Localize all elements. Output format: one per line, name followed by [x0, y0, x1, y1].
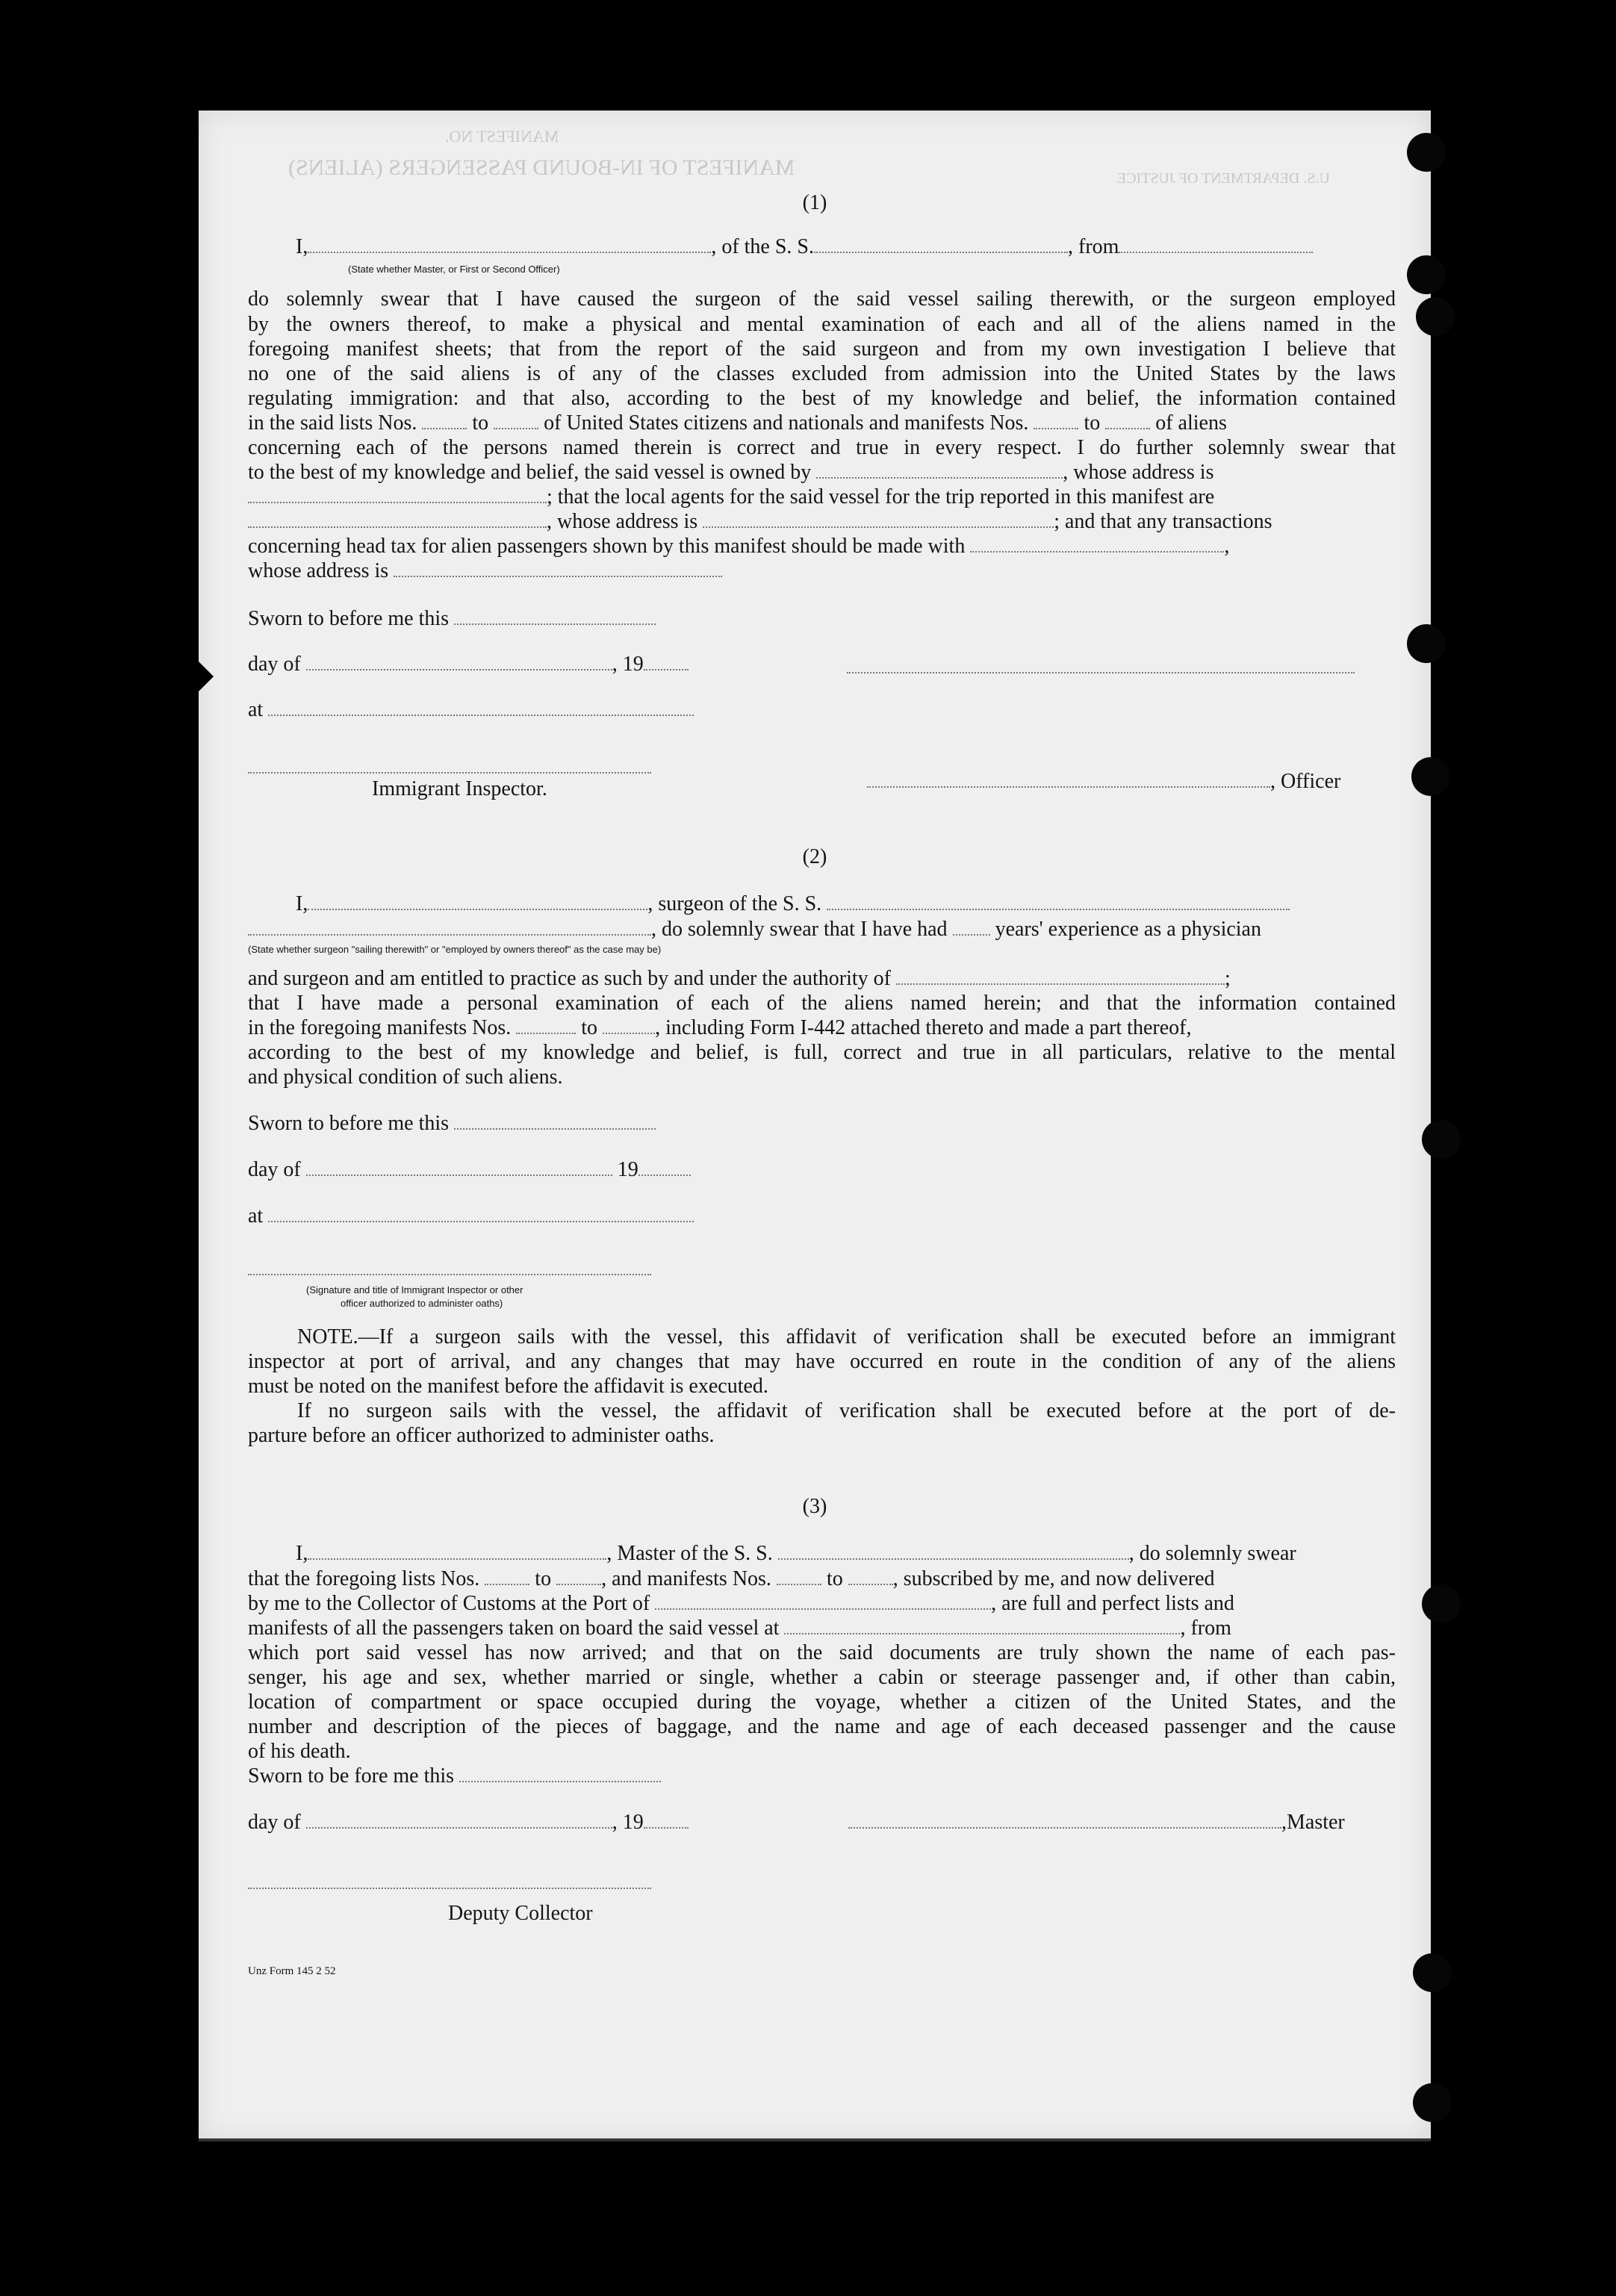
- punch-hole-5: [1411, 757, 1450, 796]
- blank-s2-vessel: [827, 892, 1290, 910]
- blank-list-from: [422, 411, 467, 429]
- s3-line-7: location of compartment or space occupied during the voyage, whether a citizen of the United States, and the: [248, 1690, 1396, 1714]
- s1-day: [248, 652, 689, 677]
- s3-l2c: , and manifests Nos.: [601, 1567, 771, 1590]
- section-2-number: (2): [802, 845, 827, 868]
- s3-l4a: manifests of all the passengers taken on board the said vessel at: [248, 1617, 780, 1640]
- s1-sig-line-right: [847, 672, 1355, 673]
- s1-p9: ; that the local agents for the said vessel for the trip reported in this manifest are: [547, 485, 1215, 508]
- s2-l1b: , surgeon of the S. S.: [647, 892, 822, 915]
- s2-p1a: and surgeon and am entitled to practice as such by and under the authority of: [248, 967, 891, 990]
- s1-para-2: by the owners thereof, to make a physical and mental examination of each and all of the aliens named in the: [248, 313, 1396, 336]
- blank-owner-address: [248, 485, 547, 503]
- punch-hole-1: [1407, 133, 1446, 172]
- s1-p8b: , whose address is: [1063, 461, 1214, 484]
- s3-deputy: Deputy Collector: [448, 1902, 593, 1925]
- s3-l2d: to: [826, 1567, 843, 1590]
- blank-s1-year: [644, 653, 689, 671]
- blank-agents-address: [703, 510, 1054, 528]
- blank-s1-at: [268, 698, 694, 716]
- s1-p6e: of aliens: [1155, 411, 1227, 435]
- s1-at-label: at: [248, 698, 264, 721]
- s1-officer-label: , Officer: [1270, 770, 1341, 793]
- note-line-4: If no surgeon sails with the vessel, the affidavit of verification shall be executed before at the port of de-: [297, 1399, 1396, 1422]
- section-1-number: (1): [802, 191, 827, 214]
- blank-vessel: [814, 235, 1068, 253]
- blank-head-tax: [970, 535, 1224, 553]
- punch-hole-4: [1407, 624, 1446, 663]
- blank-s2-sworn: [454, 1112, 656, 1130]
- note-line-1: NOTE.—If a surgeon sails with the vessel, this affidavit of verification shall be executed before an immigrant: [297, 1325, 1396, 1348]
- s3-sworn-label: Sworn to be fore me this: [248, 1764, 455, 1788]
- note-line-2: inspector at port of arrival, and any changes that may have occurred en route in the condition of any of the aliens: [248, 1350, 1396, 1373]
- s3-line-3: [248, 1591, 1396, 1617]
- s1-l1a: I,: [296, 235, 308, 258]
- blank-s2-manifest-to: [603, 1016, 655, 1034]
- blank-from: [1119, 235, 1313, 253]
- s1-l1b: , of the S. S.: [711, 235, 815, 258]
- s1-para-9: [248, 485, 1396, 510]
- s2-p3b: to: [581, 1016, 598, 1039]
- blank-manifest-from: [1034, 411, 1078, 429]
- s1-sworn: [248, 606, 656, 632]
- s3-l2a: that the foregoing lists Nos.: [248, 1567, 480, 1590]
- blank-authority: [896, 967, 1225, 985]
- blank-surgeon-status: [248, 918, 651, 936]
- s1-l1c: , from: [1068, 235, 1119, 258]
- s3-master-label: ,Master: [1281, 1811, 1345, 1834]
- blank-officer: [308, 235, 711, 253]
- s1-p11a: concerning head tax for alien passengers shown by this manifest should be made with: [248, 535, 966, 558]
- s1-p11b: ,: [1224, 535, 1230, 558]
- blank-owner: [816, 461, 1063, 479]
- s2-p3c: , including Form I-442 attached thereto and made a part thereof,: [655, 1016, 1192, 1039]
- note-line-5: parture before an officer authorized to administer oaths.: [248, 1424, 715, 1447]
- blank-s3-list-to: [556, 1567, 601, 1585]
- punch-hole-3: [1416, 297, 1455, 336]
- punch-hole-8: [1413, 1953, 1452, 1992]
- s3-line-1: [296, 1541, 1296, 1567]
- footer-form-number: Unz Form 145 2 52: [248, 1965, 336, 1977]
- s2-para-2: that I have made a personal examination of each of the aliens named herein; and that the information contained: [248, 992, 1396, 1015]
- s1-para-5: regulating immigration: and that also, according to the best of my knowledge and belief, the information contained: [248, 387, 1396, 410]
- s2-para-4: according to the best of my knowledge and belief, is full, correct and true in all particulars, relative to the mental: [248, 1041, 1396, 1064]
- s3-line-8: number and description of the pieces of baggage, and the name and age of each deceased passenger and the cause: [248, 1715, 1396, 1738]
- s3-year-label: , 19: [612, 1811, 644, 1834]
- s2-p3a: in the foregoing manifests Nos.: [248, 1016, 512, 1039]
- blank-surgeon: [308, 892, 647, 910]
- s2-sig-line: [248, 1274, 651, 1275]
- bleed-title: MANIFEST OF IN-BOUND PASSENGERS (ALIENS): [288, 155, 795, 180]
- s1-p6b: to: [472, 411, 489, 435]
- s1-para-8: [248, 460, 1396, 485]
- s3-l1a: I,: [296, 1542, 308, 1565]
- s3-line-4: [248, 1616, 1396, 1641]
- s3-l2e: , subscribed by me, and now delivered: [892, 1567, 1215, 1590]
- s1-para-1: do solemnly swear that I have caused the surgeon of the said vessel sailing therewith, or the surgeon employed: [248, 287, 1396, 311]
- s2-sig-caption-1: (Signature and title of Immigrant Inspector or other: [306, 1284, 523, 1295]
- s3-l1b: , Master of the S. S.: [606, 1542, 773, 1565]
- s1-p12: whose address is: [248, 559, 389, 582]
- s2-l1a: I,: [296, 892, 308, 915]
- s3-day-label: day of: [248, 1811, 301, 1834]
- page-bottom-edge: [199, 2138, 1431, 2141]
- s1-para-6: [248, 411, 1396, 436]
- s1-inspector: Immigrant Inspector.: [372, 777, 547, 800]
- s1-para-12: [248, 559, 995, 584]
- document-page: [199, 111, 1431, 2141]
- s1-para-7: concerning each of the persons named therein is correct and true in every respect. I do further solemnly swear that: [248, 436, 1396, 459]
- s2-day-label: day of: [248, 1158, 301, 1181]
- s2-line-1: [296, 892, 1290, 917]
- punch-hole-6: [1422, 1120, 1461, 1159]
- s3-l1c: , do solemnly swear: [1128, 1542, 1296, 1565]
- blank-s3-list-from: [485, 1567, 529, 1585]
- s1-sig-line-left: [248, 772, 651, 774]
- s1-at: [248, 697, 694, 723]
- punch-hole-2: [1407, 255, 1446, 294]
- s3-line-6: senger, his age and sex, whether married or single, whether a cabin or steerage passenger and, if other than cabin,: [248, 1666, 1396, 1689]
- s2-at-label: at: [248, 1204, 264, 1228]
- s3-day: [248, 1810, 689, 1835]
- blank-s3-sworn: [459, 1764, 661, 1782]
- section-3-number: (3): [802, 1495, 827, 1518]
- s1-day-label: day of: [248, 653, 301, 676]
- s1-para-4: no one of the said aliens is of any of the classes excluded from admission into the United States by the laws: [248, 362, 1396, 385]
- s1-p10b: ; and that any transactions: [1054, 510, 1272, 533]
- s1-note: (State whether Master, or First or Second Officer): [348, 264, 560, 275]
- punch-hole-7: [1422, 1584, 1461, 1623]
- punch-hole-9: [1413, 2083, 1452, 2122]
- s2-l2a: , do solemnly swear that I have had: [651, 918, 948, 941]
- blank-port: [655, 1592, 991, 1610]
- blank-s2-manifest-from: [516, 1016, 576, 1034]
- blank-s3-year: [644, 1811, 689, 1829]
- s3-line-5: which port said vessel has now arrived; and that on the said documents are truly shown the name of each pas-: [248, 1641, 1396, 1664]
- blank-s3-manifest-to: [848, 1567, 893, 1585]
- s3-line-9: of his death.: [248, 1740, 351, 1763]
- s2-para-5: and physical condition of such aliens.: [248, 1065, 563, 1089]
- bleed-manifest-no: MANIFEST NO.: [445, 127, 559, 146]
- s1-p8a: to the best of my knowledge and belief, the said vessel is owned by: [248, 461, 812, 484]
- s2-line-2: [248, 917, 1396, 942]
- blank-master: [308, 1542, 606, 1560]
- blank-manifest-to: [1105, 411, 1150, 429]
- blank-s2-year: [638, 1158, 691, 1176]
- blank-s3-manifest-from: [777, 1567, 821, 1585]
- s1-sworn-label: Sworn to before me this: [248, 607, 450, 630]
- s1-p6a: in the said lists Nos.: [248, 411, 417, 435]
- s3-l3b: , are full and perfect lists and: [991, 1592, 1234, 1615]
- blank-s2-day: [306, 1158, 612, 1176]
- s1-para-11: [248, 534, 1396, 559]
- s1-year-label: , 19: [612, 653, 644, 676]
- s3-l3a: by me to the Collector of Customs at the Port of: [248, 1592, 650, 1615]
- s2-para-3: [248, 1015, 1396, 1041]
- s2-note: (State whether surgeon "sailing therewith" or "employed by owners thereof" as the case may be): [248, 944, 662, 955]
- blank-s1-sworn: [454, 607, 656, 625]
- s3-l4b: , from: [1180, 1617, 1231, 1640]
- s2-sworn: [248, 1111, 656, 1136]
- s2-sworn-label: Sworn to before me this: [248, 1112, 450, 1135]
- s2-sig-caption-2: officer authorized to administer oaths): [341, 1298, 503, 1309]
- blank-years: [953, 918, 990, 936]
- s1-officer: [867, 769, 1340, 794]
- blank-s1-day: [306, 653, 612, 671]
- s3-master: [848, 1810, 1345, 1835]
- s3-sig-line: [248, 1888, 651, 1889]
- s3-sworn: [248, 1764, 661, 1789]
- s1-p6c: of United States citizens and nationals and manifests Nos.: [544, 411, 1029, 435]
- s1-para-10: [248, 509, 1396, 535]
- bleed-department: U.S. DEPARTMENT OF JUSTICE: [1117, 170, 1330, 187]
- s2-l2b: years' experience as a physician: [995, 918, 1261, 941]
- blank-master-sig: [848, 1811, 1281, 1829]
- s3-l2b: to: [535, 1567, 552, 1590]
- blank-s2-at: [268, 1204, 694, 1222]
- blank-s3-vessel: [778, 1542, 1129, 1560]
- blank-s3-day: [306, 1811, 612, 1829]
- blank-head-tax-address: [394, 559, 722, 577]
- s1-p6d: to: [1084, 411, 1101, 435]
- s1-line-1: [296, 234, 1341, 260]
- s1-p10a: , whose address is: [547, 510, 698, 533]
- s2-p1b: ;: [1225, 967, 1231, 990]
- s2-year-label: 19: [617, 1158, 638, 1181]
- blank-officer-sig: [867, 770, 1270, 788]
- s2-para-1: [248, 966, 1396, 992]
- s1-para-3: foregoing manifest sheets; that from the report of the said surgeon and from my own investigation I believe that: [248, 337, 1396, 361]
- blank-list-to: [494, 411, 538, 429]
- note-line-3: must be noted on the manifest before the affidavit is executed.: [248, 1375, 768, 1398]
- s3-line-2: [248, 1567, 1396, 1592]
- s2-day: [248, 1157, 691, 1183]
- blank-agents: [248, 510, 547, 528]
- s2-at: [248, 1204, 694, 1229]
- blank-embark-port: [784, 1617, 1180, 1634]
